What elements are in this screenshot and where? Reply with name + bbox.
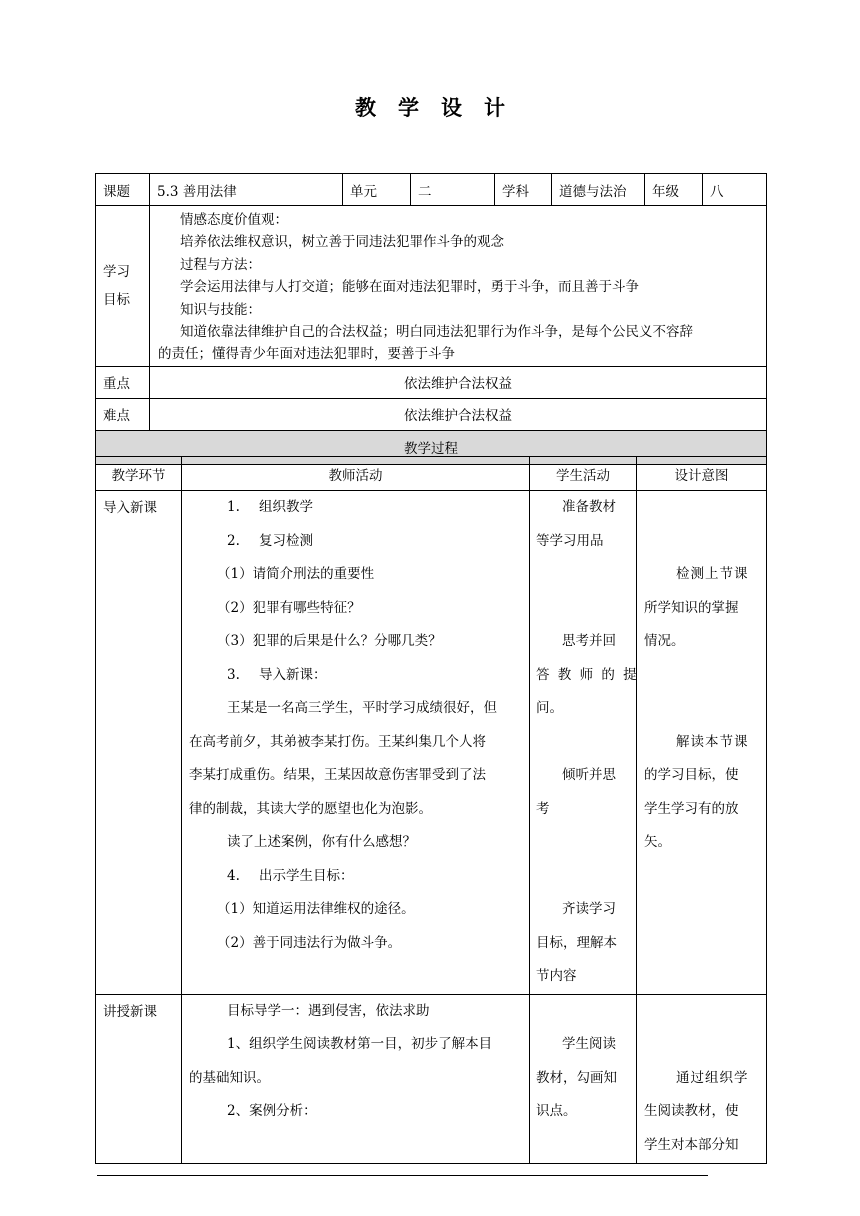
objective-line: 的责任；懂得青少年面对违法犯罪时，要善于斗争 (158, 346, 455, 363)
design-line: 所学知识的掌握 (644, 599, 739, 616)
student-activity (530, 994, 637, 1163)
student-line: 问。 (536, 700, 563, 716)
student-line: 识点。 (536, 1103, 577, 1119)
item-number: 3. (227, 666, 240, 683)
teacher-line: 导入新课： (259, 666, 327, 683)
teacher-line: （3）犯罪的后果是什么？分哪几类？ (217, 633, 442, 649)
teacher-line: （2）犯罪有哪些特征？ (217, 599, 361, 616)
teacher-line: （2）善于同违法行为做斗争。 (217, 934, 402, 951)
topic-row (96, 174, 767, 206)
student-line: 考 (536, 800, 550, 817)
unit-value: 二 (411, 174, 495, 206)
student-line: 目标，理解本 (536, 934, 617, 951)
objective-heading: 知识与技能： (180, 301, 261, 318)
teacher-line: 1、组织学生阅读教材第一目，初步了解本目 (227, 1036, 493, 1052)
section-label: 讲授新课 (96, 994, 182, 1163)
section-new-lesson-row (96, 994, 767, 1163)
objectives-label-line-2: 目标 (103, 291, 130, 308)
student-line: 准备教材 (562, 499, 616, 515)
teacher-line: 律的制裁，其读大学的愿望也化为泡影。 (189, 800, 432, 817)
objectives-content (150, 206, 767, 367)
footer-divider (97, 1175, 708, 1176)
design-intent (637, 994, 767, 1163)
student-line: 倾听并思 (562, 767, 616, 783)
header-teacher: 教师活动 (182, 457, 530, 491)
page-title: 教学设计 (355, 95, 527, 120)
objective-heading: 情感态度价值观： (180, 212, 288, 228)
objectives-label-line-1: 学习 (103, 263, 130, 280)
objective-line: 学会运用法律与人打交道；能够在面对违法犯罪时，勇于斗争，而且善于斗争 (180, 279, 639, 296)
design-line: 解读本节课 (676, 733, 749, 750)
key-point-row (96, 366, 767, 398)
teacher-line: 目标导学一：遇到侵害，依法求助 (227, 1002, 430, 1019)
process-title: 教学过程 (96, 430, 767, 464)
design-line: 学生学习有的放 (644, 800, 739, 817)
design-line: 通过组织学 (676, 1069, 749, 1086)
design-line: 矢。 (644, 834, 671, 850)
difficulty-value: 依法维护合法权益 (150, 398, 767, 430)
design-line: 的学习目标，使 (644, 767, 739, 783)
objective-heading: 过程与方法： (180, 256, 261, 273)
design-intent (637, 491, 767, 995)
student-line: 教材，勾画知 (536, 1069, 617, 1086)
teacher-line: 2、案例分析： (227, 1103, 317, 1119)
key-point-value: 依法维护合法权益 (150, 366, 767, 398)
objective-line: 知道依靠法律维护自己的合法权益；明白同违法犯罪行为作斗争，是每个公民义不容辞 (180, 324, 693, 341)
design-line: 学生对本部分知 (644, 1136, 739, 1153)
lesson-info-table (95, 173, 767, 465)
header-design: 设计意图 (637, 457, 767, 491)
teacher-line: 出示学生目标： (259, 867, 354, 884)
teacher-activity (182, 491, 530, 995)
student-line: 节内容 (536, 968, 577, 984)
student-line: 答 教 师 的 提 (536, 666, 639, 683)
section-label: 导入新课 (96, 491, 182, 995)
process-header-row (96, 457, 767, 491)
teacher-line: 组织教学 (259, 499, 313, 515)
grade-value: 八 (703, 174, 767, 206)
objective-line: 培养依法维权意识，树立善于同违法犯罪作斗争的观念 (180, 234, 504, 251)
teacher-line: 在高考前夕，其弟被李某打伤。王某纠集几个人将 (189, 733, 486, 750)
item-number: 1. (227, 499, 240, 515)
header-stage: 教学环节 (96, 457, 182, 491)
key-point-label: 重点 (96, 366, 150, 398)
item-number: 4. (227, 867, 240, 884)
section-intro-row (96, 491, 767, 995)
teacher-line: 王某是一名高三学生，平时学习成绩很好，但 (227, 700, 497, 716)
student-activity (530, 491, 637, 995)
unit-label: 单元 (343, 174, 411, 206)
topic-value: 5.3 善用法律 (150, 174, 343, 206)
difficulty-row (96, 398, 767, 430)
student-line: 思考并回 (562, 633, 616, 649)
objectives-row (96, 206, 767, 367)
design-line: 情况。 (644, 633, 685, 649)
teacher-line: 读了上述案例，你有什么感想？ (227, 834, 416, 850)
grade-label: 年级 (645, 174, 703, 206)
objectives-label (96, 206, 150, 367)
design-line: 生阅读教材，使 (644, 1103, 739, 1119)
teacher-line: 李某打成重伤。结果，王某因故意伤害罪受到了法 (189, 767, 486, 783)
student-line: 等学习用品 (536, 532, 604, 549)
subject-value: 道德与法治 (552, 174, 645, 206)
topic-label: 课题 (96, 174, 150, 206)
item-number: 2. (227, 532, 240, 549)
design-line: 检测上节课 (676, 566, 749, 582)
teacher-line: 复习检测 (259, 532, 313, 549)
teaching-process-table (95, 456, 767, 1164)
teacher-line: （1）请简介刑法的重要性 (217, 566, 375, 582)
teacher-line: 的基础知识。 (189, 1069, 270, 1086)
teacher-activity (182, 994, 530, 1163)
student-line: 学生阅读 (562, 1036, 616, 1052)
student-line: 齐读学习 (562, 901, 616, 917)
difficulty-label: 难点 (96, 398, 150, 430)
teacher-line: （1）知道运用法律维权的途径。 (217, 901, 415, 917)
subject-label: 学科 (495, 174, 552, 206)
header-student: 学生活动 (530, 457, 637, 491)
